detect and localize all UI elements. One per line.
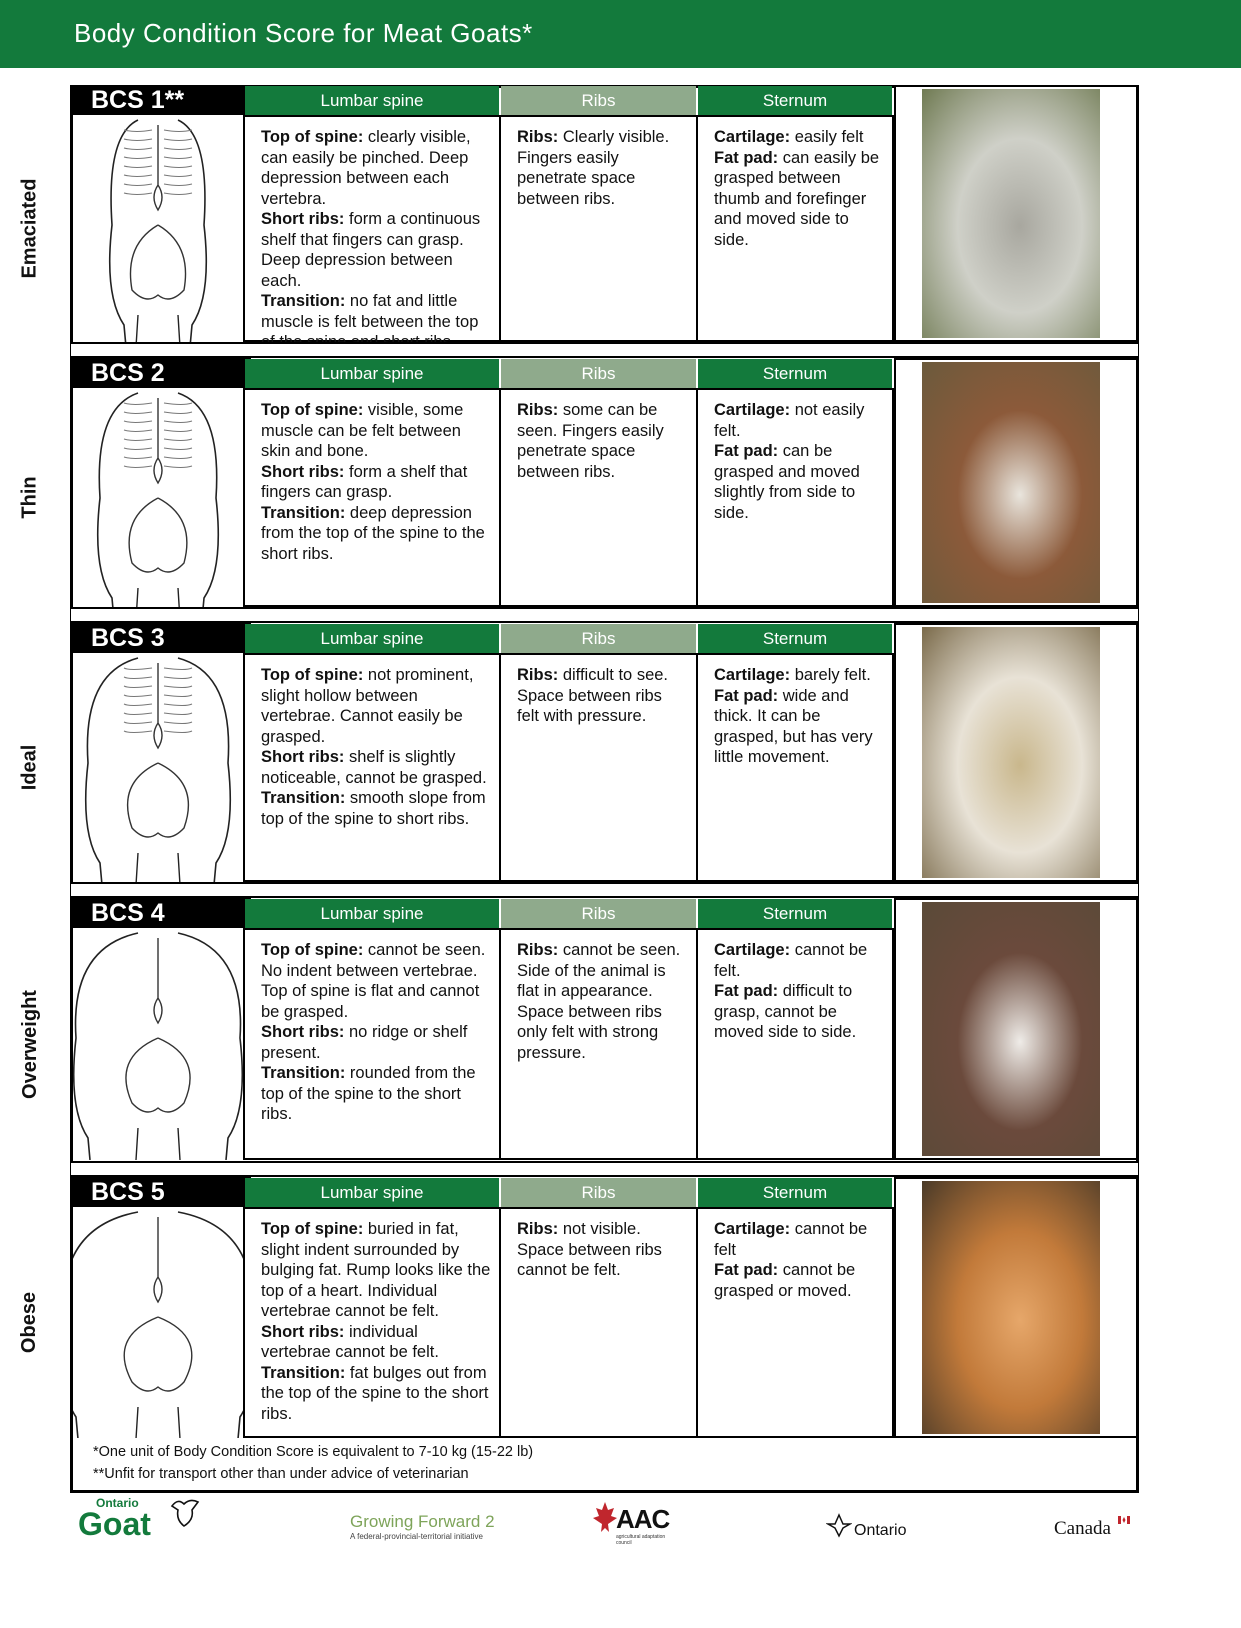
ribs-cell <box>499 928 698 1160</box>
condition-label-text: Emaciated <box>18 178 41 279</box>
criteria-description: smooth slope from top of the spine to short ribs. <box>261 789 486 828</box>
criteria-term: Ribs: <box>517 666 559 684</box>
criteria-description: not visible. Space between ribs cannot be felt. <box>517 1220 662 1279</box>
sternum-header: Sternum <box>698 359 892 389</box>
trillium-icon <box>826 1512 852 1538</box>
ribs-header: Ribs <box>501 899 696 929</box>
criteria-term: Ribs: <box>517 128 559 146</box>
condition-label-text: Obese <box>18 1291 41 1354</box>
criteria-description: deep depression from the top of the spine to the short ribs. <box>261 503 485 563</box>
lumbar-cell <box>243 653 501 882</box>
criteria-term: Fat pad: <box>714 686 779 705</box>
criteria-term: Cartilage: <box>714 941 791 959</box>
goat-photo-image <box>922 627 1100 878</box>
criteria-description: some can be seen. Fingers easily penetrate space between ribs. <box>517 401 664 481</box>
goat-rear-sketch <box>73 1207 243 1438</box>
goat-rear-sketch <box>73 653 243 882</box>
goat-rear-drawing <box>73 928 243 1160</box>
criteria-description: barely felt. <box>790 666 871 684</box>
goat-rear-drawing <box>73 388 243 607</box>
sternum-cell <box>696 928 894 1160</box>
ribs-cell <box>499 388 698 607</box>
aac-logo <box>592 1500 672 1544</box>
criteria-description: easily felt <box>790 128 864 146</box>
criteria-term: Ribs: <box>517 401 559 419</box>
condition-label-text: Ideal <box>18 744 41 791</box>
goat-rear-drawing <box>73 1207 243 1438</box>
criteria-term: Top of spine: <box>261 401 364 419</box>
criteria-description: cannot be seen. Side of the animal is flat in appearance. Space between ribs only felt with strong pressure. <box>517 941 681 1062</box>
canada-text: Canada <box>1054 1518 1111 1539</box>
criteria-term: Fat pad: <box>714 1261 779 1279</box>
criteria-description: difficult to grasp, cannot be moved side to side. <box>714 982 857 1041</box>
criteria-term: Transition: <box>261 789 346 807</box>
condition-label-text: Thin <box>18 476 41 519</box>
criteria-description: Clearly visible. Fingers easily penetrate space between ribs. <box>517 128 670 208</box>
criteria-description: can be grasped and moved slightly from side to side. <box>714 442 860 522</box>
criteria-term: Top of spine: <box>261 128 364 146</box>
goat-photo <box>894 1177 1138 1438</box>
criteria-term: Transition: <box>261 1064 346 1082</box>
lumbar-header: Lumbar spine <box>245 1178 499 1208</box>
page-title: Body Condition Score for Meat Goats* <box>74 18 533 48</box>
canada-flag-icon <box>1118 1516 1130 1524</box>
lumbar-cell <box>243 928 501 1160</box>
criteria-term: Top of spine: <box>261 666 364 684</box>
row-separator <box>71 342 1138 358</box>
condition-label <box>0 388 60 607</box>
criteria-term: Short ribs: <box>261 462 345 481</box>
criteria-description: form a shelf that fingers can grasp. <box>261 462 468 501</box>
goat-photo <box>894 898 1138 1160</box>
criteria-description: buried in fat, slight indent surrounded by bulging fat. Rump looks like the top of a heart. Individual vertebrae cannot be felt. <box>261 1220 491 1320</box>
ribs-header: Ribs <box>501 624 696 654</box>
lumbar-header: Lumbar spine <box>245 359 499 389</box>
sternum-cell <box>696 653 894 882</box>
goat-photo <box>894 358 1138 607</box>
criteria-term: Fat pad: <box>714 148 779 167</box>
criteria-description: cannot be felt. <box>714 941 868 980</box>
criteria-description: no ridge or shelf present. <box>261 1023 468 1062</box>
criteria-description: cannot be grasped or moved. <box>714 1261 856 1300</box>
condition-label <box>0 115 60 342</box>
row-separator <box>71 1161 1138 1177</box>
lumbar-cell <box>243 388 501 607</box>
criteria-term: Cartilage: <box>714 401 791 419</box>
criteria-term: Fat pad: <box>714 442 779 460</box>
ribs-header: Ribs <box>501 86 696 116</box>
row-separator <box>71 607 1138 623</box>
sternum-header: Sternum <box>698 86 892 116</box>
ontario-goat-logo <box>78 1496 208 1548</box>
ribs-cell <box>499 115 698 342</box>
criteria-description: not prominent, slight hollow between vertebrae. Cannot easily be grasped. <box>261 666 474 746</box>
criteria-description: fat bulges out from the top of the spine to the short ribs. <box>261 1363 489 1423</box>
lumbar-header: Lumbar spine <box>245 624 499 654</box>
sternum-cell <box>696 1207 894 1438</box>
goat-rear-drawing <box>73 115 243 342</box>
criteria-term: Transition: <box>261 1363 346 1382</box>
ribs-cell <box>499 653 698 882</box>
goat-rear-sketch <box>73 115 243 342</box>
condition-label <box>0 1207 60 1438</box>
growing-forward-subtitle: A federal-provincial-territorial initiative <box>350 1532 483 1541</box>
growing-forward-logo <box>350 1512 495 1541</box>
lumbar-header: Lumbar spine <box>245 899 499 929</box>
criteria-description: cannot be felt <box>714 1220 868 1259</box>
sternum-cell <box>696 388 894 607</box>
bcs-score-tag: BCS 5 <box>71 1177 251 1207</box>
goat-photo-image <box>922 1181 1100 1434</box>
goat-photo-image <box>922 362 1100 603</box>
criteria-description: form a continuous shelf that fingers can grasp. Deep depression between each. <box>261 210 481 290</box>
maple-leaf-icon <box>592 1500 618 1536</box>
criteria-term: Transition: <box>261 503 346 522</box>
goat-photo-image <box>922 902 1100 1156</box>
criteria-term: Short ribs: <box>261 1023 345 1041</box>
criteria-description: wide and thick. It can be grasped, but has very little movement. <box>714 686 873 766</box>
footnote-weight: *One unit of Body Condition Score is equivalent to 7-10 kg (15-22 lb) <box>93 1444 534 1460</box>
lumbar-header: Lumbar spine <box>245 86 499 116</box>
criteria-description: individual vertebrae cannot be felt. <box>261 1322 439 1361</box>
goat-rear-drawing <box>73 653 243 882</box>
lumbar-cell <box>243 115 501 342</box>
criteria-description: rounded from the top of the spine to the short ribs. <box>261 1064 476 1123</box>
bcs-score-tag: BCS 4 <box>71 898 251 928</box>
goat-rear-sketch <box>73 928 243 1160</box>
ribs-cell <box>499 1207 698 1438</box>
criteria-description: difficult to see. Space between ribs felt with pressure. <box>517 666 669 725</box>
logo-goat: Goat <box>78 1506 151 1542</box>
criteria-term: Short ribs: <box>261 210 345 228</box>
criteria-description: visible, some muscle can be felt between skin and bone. <box>261 401 464 460</box>
lumbar-cell <box>243 1207 501 1438</box>
ribs-header: Ribs <box>501 359 696 389</box>
footnote-transport: **Unfit for transport other than under advice of veterinarian <box>93 1466 469 1482</box>
criteria-term: Cartilage: <box>714 1220 791 1238</box>
goat-photo <box>894 85 1138 342</box>
criteria-term: Ribs: <box>517 1220 559 1238</box>
bcs-score-tag: BCS 2 <box>71 358 251 388</box>
goat-photo <box>894 623 1138 882</box>
sternum-header: Sternum <box>698 1178 892 1208</box>
sternum-header: Sternum <box>698 899 892 929</box>
goat-photo-image <box>922 89 1100 338</box>
criteria-term: Ribs: <box>517 941 559 959</box>
sternum-cell <box>696 115 894 342</box>
criteria-term: Top of spine: <box>261 1220 364 1238</box>
criteria-description: cannot be seen. No indent between vertebrae. Top of spine is flat and cannot be grasped. <box>261 941 486 1021</box>
bcs-score-tag: BCS 1** <box>71 85 251 115</box>
ontario-text: Ontario <box>854 1522 907 1539</box>
criteria-term: Transition: <box>261 292 346 310</box>
goat-head-icon <box>168 1496 202 1530</box>
criteria-description: no fat and little muscle is felt between the top <box>261 292 479 331</box>
condition-label-text: Overweight <box>18 989 41 1099</box>
criteria-description: shelf is slightly noticeable, cannot be grasped. <box>261 748 487 787</box>
logo-ontario-small: Ontario <box>96 1496 139 1510</box>
bcs-score-tag: BCS 3 <box>71 623 251 653</box>
condition-label <box>0 653 60 882</box>
criteria-term: Short ribs: <box>261 1322 345 1341</box>
sternum-header: Sternum <box>698 624 892 654</box>
criteria-term: Cartilage: <box>714 128 791 146</box>
page-header <box>0 0 1241 68</box>
aac-text: AAC <box>616 1504 670 1534</box>
row-separator <box>71 882 1138 898</box>
canada-logo <box>1054 1518 1111 1544</box>
criteria-term: Cartilage: <box>714 666 791 684</box>
criteria-description: not easily felt. <box>714 401 865 440</box>
criteria-description: can easily be grasped between thumb and forefinger and moved side to side. <box>714 148 880 249</box>
criteria-term: Fat pad: <box>714 982 779 1000</box>
growing-forward-title: Growing Forward 2 <box>350 1512 495 1531</box>
condition-label <box>0 928 60 1160</box>
criteria-description: clearly visible, can easily be pinched. Deep depression between each vertebra. <box>261 128 471 208</box>
goat-rear-sketch <box>73 388 243 607</box>
aac-subtitle: agricultural adaptation council <box>616 1534 666 1546</box>
criteria-term: Top of spine: <box>261 941 364 959</box>
ribs-header: Ribs <box>501 1178 696 1208</box>
criteria-term: Short ribs: <box>261 748 345 766</box>
